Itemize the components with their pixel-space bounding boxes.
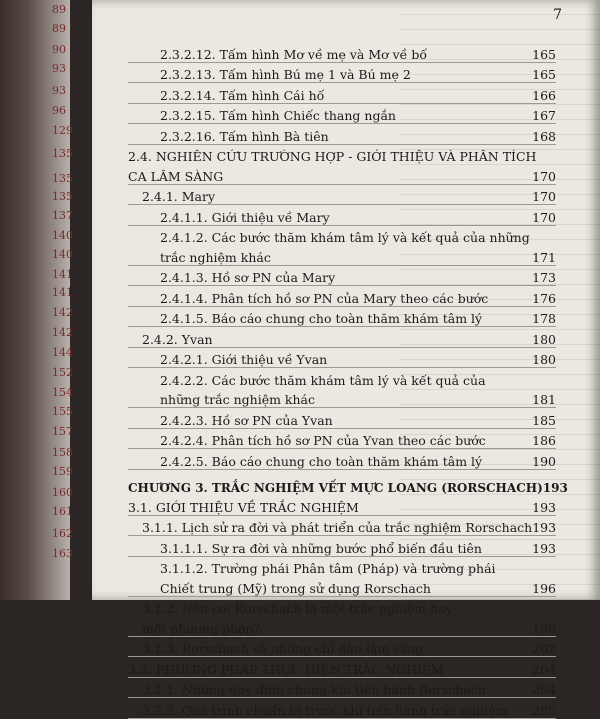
- toc-entry-title: 3.2.1. Những quy định chung khi tiến hành Rorschach: [142, 682, 486, 697]
- toc-entry-page: 181: [532, 392, 556, 407]
- toc-entry: [128, 104, 556, 125]
- toc-entry: [128, 678, 556, 699]
- toc-entry-page: 178: [532, 311, 556, 326]
- toc-entry-page: 176: [532, 290, 556, 306]
- toc-entry: [128, 185, 556, 206]
- facing-page-number: 137: [52, 209, 73, 222]
- facing-page-number: 159: [52, 465, 73, 478]
- toc-entry: [128, 327, 556, 348]
- facing-page-number: 141: [52, 268, 73, 281]
- toc-entry-page: 196: [532, 580, 556, 596]
- toc-entry-title: 2.3.2.15. Tấm hình Chiếc thang ngắn: [160, 108, 396, 123]
- toc-entry-page: 193: [542, 481, 568, 495]
- toc-entry-title: 2.4.2.2. Các bước thăm khám tâm lý và kết quả của: [160, 372, 486, 388]
- facing-page-number: 89: [52, 22, 66, 35]
- toc-entry: [128, 597, 556, 617]
- toc-entry-title: 3.2. PHƯƠNG PHÁP THỰC HIỆN TRẮC NGHIỆM: [128, 661, 444, 677]
- facing-page-number: 157: [52, 425, 73, 438]
- toc-entry-title: 2.4.2.5. Báo cáo chung cho toàn thăm khám tâm lý: [160, 453, 483, 469]
- toc-entry: [128, 63, 556, 84]
- toc-entry: [128, 42, 556, 63]
- toc-entry-page: 168: [532, 128, 556, 144]
- toc-entry-page: 185: [532, 412, 556, 428]
- toc-entry: [128, 286, 556, 307]
- toc-entry-title: 3.1.1.2. Trường phái Phân tâm (Pháp) và trường phái: [160, 561, 496, 576]
- toc-entry: [128, 307, 556, 328]
- toc-entry-page: 180: [532, 331, 556, 347]
- toc-entry: [128, 557, 556, 577]
- toc-entry: [128, 495, 556, 516]
- facing-page-number: 93: [52, 62, 66, 75]
- facing-page-number: 129: [52, 124, 73, 137]
- toc-entry-page: 165: [532, 67, 556, 82]
- toc-entry-title: 2.3.2.12. Tấm hình Mơ về mẹ và Mơ về bố: [160, 46, 427, 62]
- facing-page-number: 160: [52, 486, 73, 499]
- toc-entry-title: CA LÂM SÀNG: [128, 168, 224, 184]
- toc-entry-title: một phương pháp?: [142, 620, 261, 636]
- toc-entry: [128, 637, 556, 658]
- facing-page-number: 142: [52, 306, 73, 319]
- toc-entry-title: 2.4.1.5. Báo cáo chung cho toàn thăm khám tâm lý: [160, 311, 483, 326]
- toc-entry: [128, 83, 556, 104]
- toc-entry-title: 3.1.2. Nên coi Rorschach là một trắc nghiệm hay: [142, 601, 453, 616]
- toc-entry-page: 190: [532, 453, 556, 469]
- facing-page-number: 135: [52, 190, 73, 203]
- facing-page-number: 144: [52, 346, 73, 359]
- facing-page-number: 161: [52, 505, 73, 518]
- facing-page-number: 142: [52, 326, 73, 339]
- toc-entry-title: 2.4.1.1. Giới thiệu về Mary: [160, 209, 330, 225]
- facing-page-number: 163: [52, 547, 73, 560]
- facing-page-number: 96: [52, 104, 66, 117]
- toc-entry-page: 204: [532, 661, 556, 677]
- toc-entry-title: 3.1.1. Lịch sử ra đời và phát triển của trắc nghiệm Rorschach: [142, 520, 533, 535]
- toc-entry-page: 186: [532, 433, 556, 448]
- facing-page-number: 93: [52, 84, 66, 97]
- toc-entry-title: 2.4.1.2. Các bước thăm khám tâm lý và kết quả của những: [160, 230, 530, 245]
- toc-entry: [128, 145, 556, 165]
- toc-entry: [128, 657, 556, 678]
- toc-entry: [128, 616, 556, 637]
- toc-entry-title: 2.3.2.14. Tấm hình Cái hố: [160, 87, 325, 103]
- toc-entry-page: 170: [532, 168, 556, 184]
- toc-entry-title: 2.4.2. Yvan: [142, 331, 213, 347]
- toc-entry-title: 3.2.2. Quá trình chuẩn bị trước khi tiến hành trắc nghiệm: [142, 702, 508, 718]
- toc-entry-title: 2.4.1. Mary: [142, 189, 216, 204]
- toc-entry-page: 193: [532, 499, 556, 515]
- facing-page-number: 158: [52, 446, 73, 459]
- toc-entry: [128, 368, 556, 388]
- toc-entry-title: 2.3.2.13. Tấm hình Bú mẹ 1 và Bú mẹ 2: [160, 67, 411, 82]
- chapter-heading: [128, 476, 568, 496]
- toc-entry: [128, 266, 556, 287]
- toc-entry-title: 2.4.2.1. Giới thiệu về Yvan: [160, 352, 328, 367]
- facing-page-number: 135: [52, 172, 73, 185]
- toc-entry-page: 166: [532, 87, 556, 103]
- toc-entry: [128, 698, 556, 719]
- toc-entry-title: 3.1. GIỚI THIỆU VỀ TRẮC NGHIỆM: [128, 499, 359, 515]
- toc-entry-page: 170: [532, 189, 556, 204]
- toc-entry: [128, 516, 556, 537]
- toc-entry-page: 173: [532, 270, 556, 285]
- facing-page-number: 141: [52, 286, 73, 299]
- toc-entry-page: 180: [532, 352, 556, 367]
- toc-entry: [128, 164, 556, 185]
- toc-entry-title: 2.4.1.4. Phân tích hồ sơ PN của Mary theo các bước: [160, 290, 489, 306]
- toc-entry-title: 2.4.1.3. Hồ sơ PN của Mary: [160, 270, 336, 285]
- toc-entry-title: 3.1.1.1. Sự ra đời và những bước phổ biến đầu tiên: [160, 540, 482, 556]
- table-of-contents: [128, 42, 568, 719]
- facing-page-number: 90: [52, 43, 66, 56]
- toc-entry: [128, 388, 556, 409]
- toc-entry-title: 2.3.2.16. Tấm hình Bà tiên: [160, 128, 329, 144]
- facing-page-number: 152: [52, 366, 73, 379]
- toc-entry-page: 205: [532, 702, 556, 718]
- toc-entry-title: 3.1.3. Rorschach và những chỉ dẫn lâm sàng: [142, 641, 424, 656]
- toc-entry-title: những trắc nghiệm khác: [160, 392, 316, 407]
- facing-page-number: 155: [52, 405, 73, 418]
- facing-page-number: 154: [52, 386, 73, 399]
- facing-page-number: 162: [52, 527, 73, 540]
- toc-entry-title: 2.4.2.4. Phân tích hồ sơ PN của Yvan theo các bước: [160, 433, 486, 448]
- toc-entry-title: trắc nghiệm khác: [160, 249, 271, 265]
- toc-entry-page: 193: [532, 520, 557, 535]
- page-number: 7: [553, 7, 562, 23]
- toc-entry-title: CHƯƠNG 3. TRẮC NGHIỆM VẾT MỰC LOANG (RORSCHACH): [128, 481, 543, 495]
- toc-entry-page: 198: [532, 620, 556, 636]
- facing-page-number: 140: [52, 248, 73, 261]
- toc-entry: [128, 348, 556, 369]
- toc-entry: [128, 576, 556, 597]
- toc-entry: [128, 429, 556, 450]
- toc-entry-page: 170: [532, 209, 556, 225]
- toc-entry-page: 165: [532, 46, 556, 62]
- toc-entry-page: 193: [532, 540, 556, 556]
- toc-entry-page: 202: [532, 641, 556, 656]
- toc-entry: [128, 449, 556, 470]
- toc-entry-title: 2.4. NGHIÊN CỨU TRƯỜNG HỢP - GIỚI THIỆU VÀ PHÂN TÍCH: [128, 149, 537, 164]
- toc-entry-title: 2.4.2.3. Hồ sơ PN của Yvan: [160, 412, 333, 428]
- toc-entry: [128, 226, 556, 246]
- toc-entry-page: 167: [532, 108, 556, 123]
- toc-entry: [128, 245, 556, 266]
- book-page: [92, 0, 600, 718]
- toc-entry: [128, 408, 556, 429]
- toc-entry: [128, 205, 556, 226]
- facing-page-number: 135: [52, 147, 73, 160]
- facing-page-number: 89: [52, 3, 66, 16]
- toc-entry-page: 171: [532, 249, 556, 265]
- toc-entry: [128, 536, 556, 557]
- toc-entry: [128, 124, 556, 145]
- toc-entry-page: 204: [532, 682, 556, 697]
- facing-page-number: 140: [52, 229, 73, 242]
- toc-entry-title: Chiết trung (Mỹ) trong sử dụng Rorschach: [160, 580, 431, 596]
